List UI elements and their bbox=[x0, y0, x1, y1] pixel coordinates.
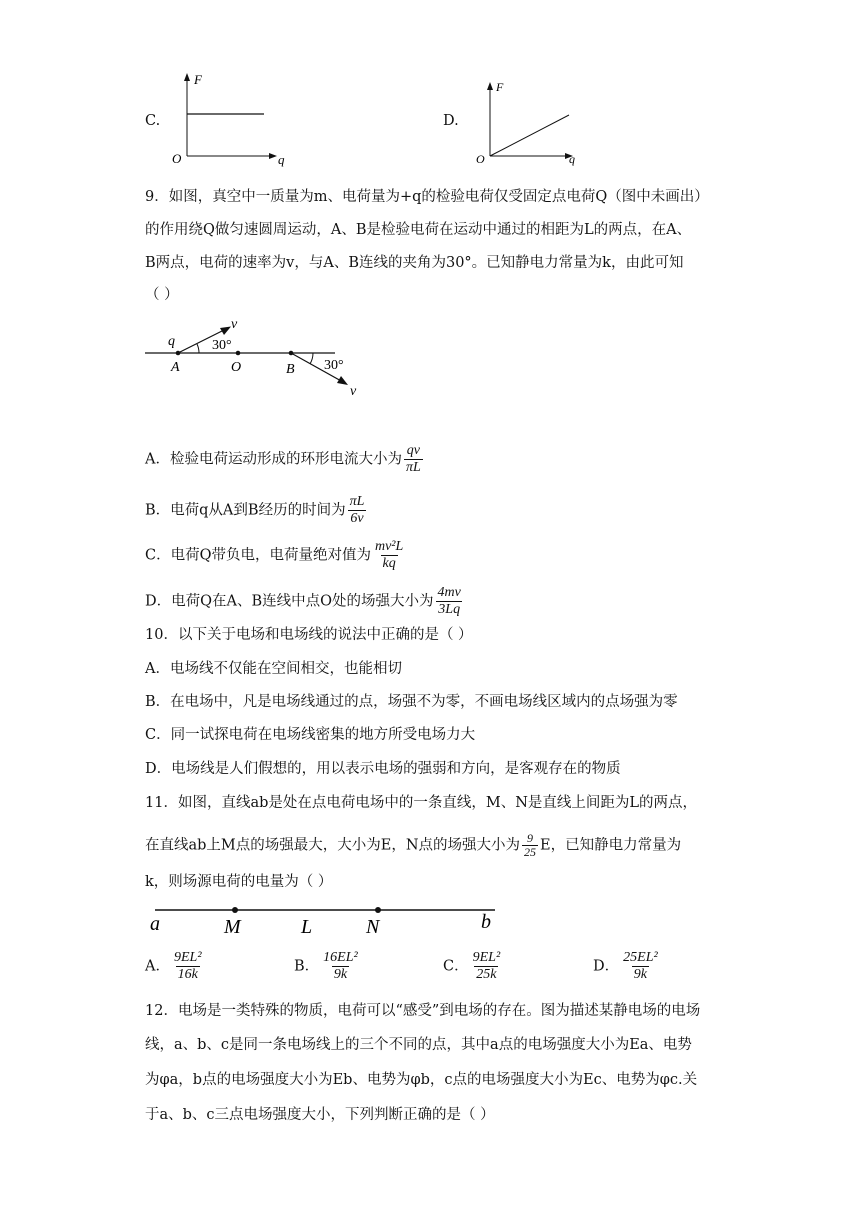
option-d-graph bbox=[465, 78, 595, 173]
c-origin-label: O bbox=[172, 151, 182, 166]
q11-line-1: 11．如图，直线ab是处在点电荷电场中的一条直线，M、N是直线上间距为L的两点， bbox=[145, 795, 698, 811]
q12-line-2: 线，a、b、c是同一条电场线上的三个不同的点，其中a点的电场强度大小为Ea、电势 bbox=[145, 1037, 692, 1053]
q9-option-c-text: C．电荷Q带负电，电荷量绝对值为 bbox=[145, 547, 371, 564]
q9-option-d[interactable] bbox=[145, 585, 465, 618]
q9-label-b: B bbox=[286, 362, 295, 377]
option-d-label: D. bbox=[443, 113, 459, 129]
q9-label-v-top: v bbox=[231, 317, 238, 332]
option-c-label: C. bbox=[145, 113, 161, 129]
c-q-axis-label: q bbox=[278, 152, 285, 167]
q11-line-3: k，则场源电荷的电量为（ ） bbox=[145, 874, 333, 890]
option-c-graph bbox=[160, 68, 300, 173]
q12-line-4: 于a、b、c三点电场强度大小，下列判断正确的是（ ） bbox=[145, 1107, 495, 1123]
q11-option-d[interactable]: D． $\frac{\text{25EL²}}{9k}$ bbox=[593, 950, 658, 982]
q9-option-a-text: A．检验电荷运动形成的环形电流大小为 bbox=[145, 451, 402, 468]
q9-option-a-fraction: $\frac{qv}{\pi L}$ bbox=[405, 443, 421, 475]
q9-figure bbox=[140, 315, 370, 400]
q9-option-a[interactable] bbox=[145, 443, 425, 476]
q11-option-b[interactable]: B． $\frac{\text{16EL²}}{9k}$ bbox=[294, 950, 358, 982]
q11-option-c[interactable]: C． $\frac{\text{9EL²}}{25k}$ bbox=[443, 950, 501, 982]
q9-label-q: q bbox=[168, 334, 175, 349]
q11-figure bbox=[140, 895, 510, 945]
q10-option-d[interactable]: D．电场线是人们假想的，用以表示电场的强弱和方向，是客观存在的物质 bbox=[145, 761, 621, 777]
c-f-axis-label: F bbox=[194, 72, 202, 87]
q9-option-b-text: B．电荷q从A到B经历的时间为 bbox=[145, 502, 346, 519]
q11-fraction: $\frac{9}{25}$ bbox=[524, 831, 537, 859]
q9-option-b-fraction: $\frac{\pi L}{6v}$ bbox=[349, 494, 365, 526]
q9-line-4: （ ） bbox=[145, 287, 179, 303]
q9-label-angle-a: 30° bbox=[212, 338, 232, 353]
q11-label-m: M bbox=[224, 916, 241, 938]
q9-label-o: O bbox=[231, 360, 242, 375]
q9-option-c-fraction: $\frac{\text{mv²L}}{kq}$ bbox=[374, 539, 404, 571]
q9-line-3: B两点，电荷的速率为v，与A、B连线的夹角为30°。已知静电力常量为k，由此可知 bbox=[145, 255, 684, 271]
q11-label-a: a bbox=[150, 913, 160, 935]
q11-label-b: b bbox=[481, 911, 491, 933]
q9-option-b[interactable] bbox=[145, 494, 368, 527]
q12-line-3: 为φa，b点的电场强度大小为Eb、电势为φb，c点的电场强度大小为Ec、电势为φc.关 bbox=[145, 1072, 698, 1088]
q11-line-2: 在直线ab上M点的场强最大，大小为E，N点的场强大小为 $\frac{9}{25}$ E，已知静电力常量为 bbox=[145, 831, 682, 859]
q9-option-c[interactable] bbox=[145, 539, 407, 572]
q11-label-l: L bbox=[301, 916, 313, 938]
d-origin-label: O bbox=[476, 152, 485, 166]
d-f-axis-label: F bbox=[496, 80, 504, 94]
q9-option-d-fraction: $\frac{4mv}{3Lq}$ bbox=[437, 585, 461, 617]
q12-line-1: 12．电场是一类特殊的物质，电荷可以“感受”到电场的存在。图为描述某静电场的电场 bbox=[145, 1003, 701, 1019]
d-q-axis-label: q bbox=[569, 152, 575, 166]
q10-stem: 10．以下关于电场和电场线的说法中正确的是（ ） bbox=[145, 627, 473, 643]
q9-label-a: A bbox=[171, 360, 180, 375]
q11-label-n: N bbox=[366, 916, 380, 938]
q10-option-a[interactable]: A．电场线不仅能在空间相交，也能相切 bbox=[145, 661, 402, 677]
q10-option-c[interactable]: C．同一试探电荷在电场线密集的地方所受电场力大 bbox=[145, 727, 476, 743]
q9-label-angle-b: 30° bbox=[324, 358, 344, 373]
q10-option-b[interactable]: B．在电场中，凡是电场线通过的点，场强不为零，不画电场线区域内的点场强为零 bbox=[145, 694, 678, 710]
q9-option-d-text: D．电荷Q在A、B连线中点O处的场强大小为 bbox=[145, 593, 434, 610]
q11-option-a[interactable]: A． $\frac{\text{9EL²}}{16k}$ bbox=[145, 950, 202, 982]
q9-label-v-bottom: v bbox=[350, 384, 357, 399]
q9-line-2: 的作用绕Q做匀速圆周运动，A、B是检验电荷在运动中通过的相距为L的两点，在A、 bbox=[145, 222, 692, 238]
q9-line-1: 9．如图，真空中一质量为m、电荷量为+q的检验电荷仅受固定点电荷Q（图中未画出） bbox=[145, 189, 709, 205]
